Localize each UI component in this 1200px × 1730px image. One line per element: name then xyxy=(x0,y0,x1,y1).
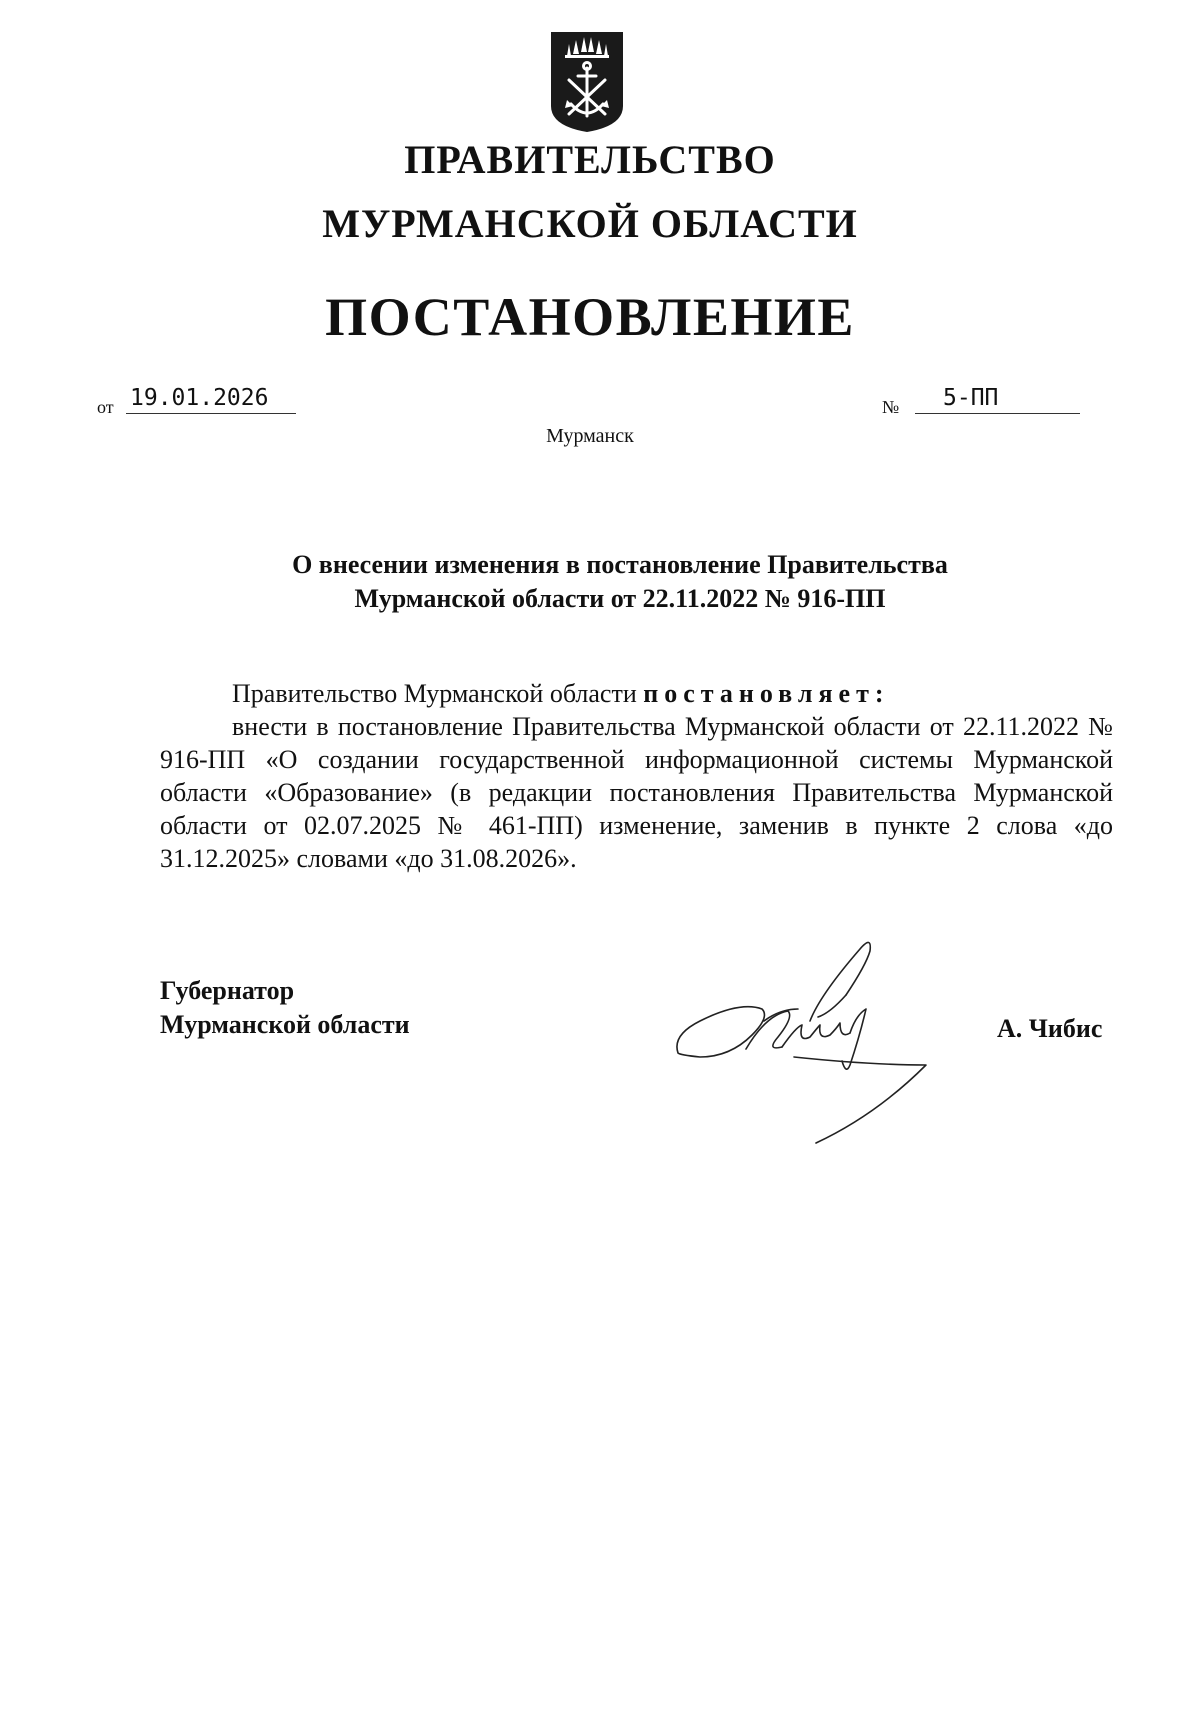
decree-intro-text: Правительство Мурманской области xyxy=(232,679,644,708)
signatory-position xyxy=(160,974,410,1042)
document-subject xyxy=(160,548,1080,616)
document-date: 19.01.2026 xyxy=(126,383,296,414)
subject-line1: О внесении изменения в постановление Правительства xyxy=(292,550,948,579)
signatory-name: А. Чибис xyxy=(997,1014,1103,1043)
date-prefix: от xyxy=(97,397,114,417)
subject-line2: Мурманской области от 22.11.2022 № 916-ПП xyxy=(354,584,886,613)
organization-title-line2: МУРМАНСКОЙ ОБЛАСТИ xyxy=(322,201,858,246)
handwritten-signature xyxy=(670,925,940,1145)
signatory-position-line1: Губернатор xyxy=(160,976,295,1005)
coat-of-arms-icon xyxy=(549,30,625,134)
decree-paragraph: внести в постановление Правительства Мурманской области от 22.11.2022 № 916-ПП «О создании государственной информационной системы Мурманской области «Образование» (в редакции постановления Правительства Мурманской области от 02.07.2025 № 461-ПП) изменение, заменив в пункте 2 слова «до 31.12.2025» словами «до 31.08.2026». xyxy=(160,712,1113,873)
city-name: Мурманск xyxy=(546,425,634,447)
organization-title-line1: ПРАВИТЕЛЬСТВО xyxy=(404,137,776,182)
document-body xyxy=(160,677,1113,875)
decree-word: постановляет: xyxy=(643,679,890,708)
number-prefix: № xyxy=(882,397,900,417)
decree-intro xyxy=(160,677,1113,710)
document-number: 5-ПП xyxy=(915,383,1080,414)
signatory-position-line2: Мурманской области xyxy=(160,1010,410,1039)
document-type-heading: ПОСТАНОВЛЕНИЕ xyxy=(325,287,855,347)
